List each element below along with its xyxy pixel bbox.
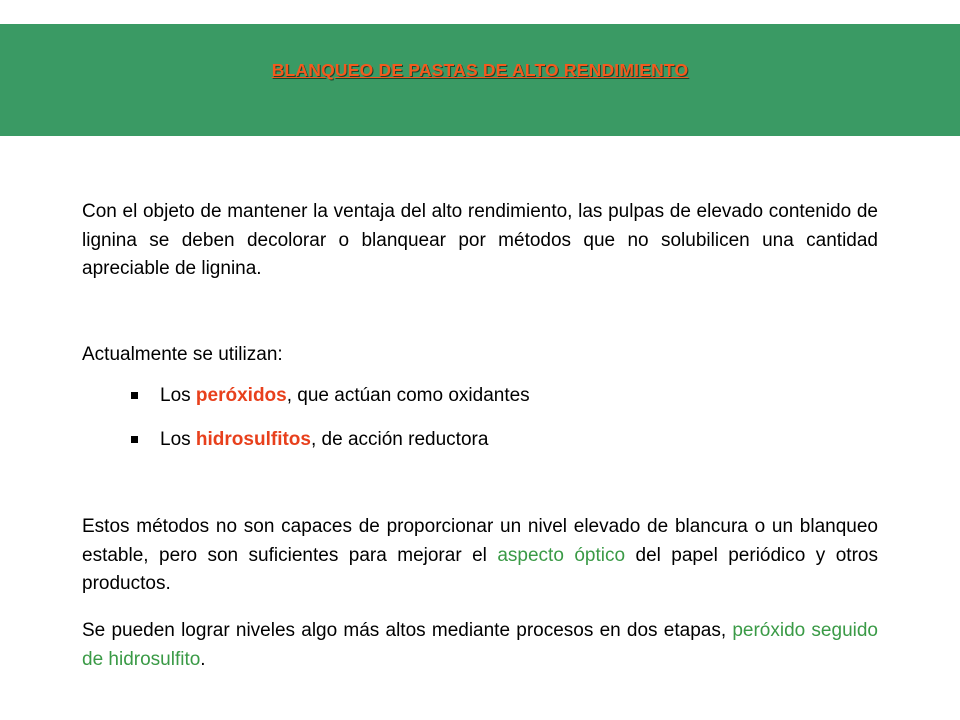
bullet-prefix: Los (160, 429, 196, 450)
square-bullet-icon (131, 436, 138, 443)
bullet-prefix: Los (160, 385, 196, 406)
paragraph-highlight: peróxido seguido de hidrosulfito (82, 620, 878, 670)
paragraph-text: . (200, 648, 206, 670)
bullet-list (130, 382, 530, 470)
paragraph-text: del papel periódico y otros productos. (82, 544, 878, 594)
paragraph-text: Se pueden lograr niveles algo más altos mediante procesos en dos etapas, (82, 620, 733, 641)
bullet-highlight: hidrosulfitos (195, 429, 311, 450)
paragraph-intro: Con el objeto de mantener la ventaja del alto rendimiento, las pulpas de elevado contenido de lignina se deben decolorar o blanquear por métodos que no solubilicen una cantidad apreciable de lignina. (82, 201, 878, 279)
paragraph-two-stage (82, 617, 878, 674)
slide-title: BLANQUEO DE PASTAS DE ALTO RENDIMIENTO (271, 60, 689, 80)
paragraph-methods (82, 513, 878, 599)
bullet-item-hydrosulfites (130, 426, 530, 470)
bullet-item-peroxides (130, 382, 530, 426)
bullet-suffix: , de acción reductora (310, 429, 489, 450)
bullet-highlight: peróxidos (195, 385, 287, 406)
bullet-suffix: , que actúan como oxidantes (286, 385, 530, 406)
square-bullet-icon (131, 392, 138, 399)
paragraph-highlight: aspecto óptico (497, 544, 626, 566)
paragraph-text: Estos métodos no son capaces de proporcionar un nivel elevado de blancura o un blanqueo estable, pero son suficientes para mejorar el (82, 516, 878, 566)
paragraph-currently-used: Actualmente se utilizan: (82, 344, 283, 365)
